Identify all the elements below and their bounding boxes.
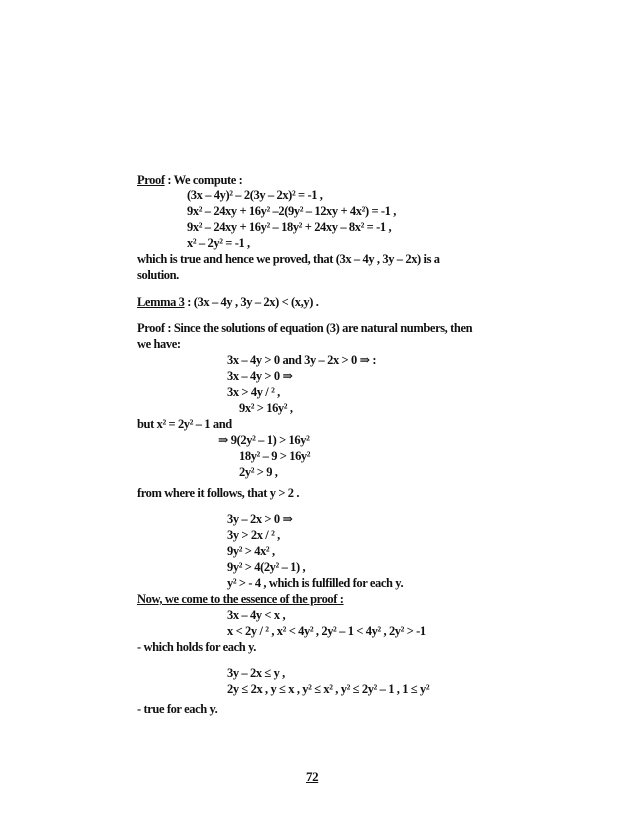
lemma3-heading: Lemma 3 xyxy=(137,295,185,309)
step-c2: 3y > 2x / ² , xyxy=(227,528,280,542)
step-a3: 3x > 4y / ² , xyxy=(227,385,280,399)
proof-intro: : We compute : xyxy=(164,173,243,187)
follows-line: from where it follows, that y > 2 . xyxy=(137,486,300,500)
step-e1: 3y – 2x ≤ y , xyxy=(227,666,285,680)
conclusion-line-2: solution. xyxy=(137,268,179,282)
but-line: but x² = 2y² – 1 and xyxy=(137,417,232,431)
equation-4: x² – 2y² = -1 , xyxy=(187,236,250,250)
page-number: 72 xyxy=(306,769,319,784)
step-b3: 2y² > 9 , xyxy=(239,465,278,479)
step-e2: 2y ≤ 2x , y ≤ x , y² ≤ x² , y² ≤ 2y² – 1 , 1 ≤ y² xyxy=(227,682,430,696)
conclusion-line-1: which is true and hence we proved, that (3x – 4y , 3y – 2x) is a xyxy=(137,252,440,266)
step-c1: 3y – 2x > 0 ⇒ xyxy=(227,512,293,526)
proof2-heading: Proof xyxy=(137,321,165,335)
equation-2: 9x² – 24xy + 16y² –2(9y² – 12xy + 4x²) = -1 , xyxy=(187,204,396,218)
step-d2: x < 2y / ² , x² < 4y² , 2y² – 1 < 4y² , 2y² > -1 xyxy=(227,624,426,638)
step-c3: 9y² > 4x² , xyxy=(227,544,275,558)
step-d1: 3x – 4y < x , xyxy=(227,608,286,622)
proof-heading: Proof xyxy=(137,173,165,187)
proof2-text: : Since the solutions of equation (3) are natural numbers, then xyxy=(164,321,473,335)
proof2-line-1 xyxy=(137,320,472,336)
proof2-line-2: we have: xyxy=(137,337,181,351)
true-line: - true for each y. xyxy=(137,702,218,716)
step-c5: y² > - 4 , which is fulfilled for each y. xyxy=(227,576,404,590)
lemma3-statement: : (3x – 4y , 3y – 2x) < (x,y) . xyxy=(184,295,319,309)
proof-intro-line xyxy=(137,172,242,188)
equation-1: (3x – 4y)² – 2(3y – 2x)² = -1 , xyxy=(187,188,323,202)
lemma3-line xyxy=(137,294,318,310)
equation-3: 9x² – 24xy + 16y² – 18y² + 24xy – 8x² = -1 , xyxy=(187,220,392,234)
step-a2: 3x – 4y > 0 ⇒ xyxy=(227,369,293,383)
holds-line: - which holds for each y. xyxy=(137,640,256,654)
essence-line: Now, we come to the essence of the proof : xyxy=(137,592,344,606)
step-a4: 9x² > 16y² , xyxy=(239,401,293,415)
step-b2: 18y² – 9 > 16y² xyxy=(239,449,311,463)
step-a1: 3x – 4y > 0 and 3y – 2x > 0 ⇒ : xyxy=(227,353,377,367)
step-b1: ⇒ 9(2y² – 1) > 16y² xyxy=(218,433,310,447)
step-c4: 9y² > 4(2y² – 1) , xyxy=(227,560,306,574)
